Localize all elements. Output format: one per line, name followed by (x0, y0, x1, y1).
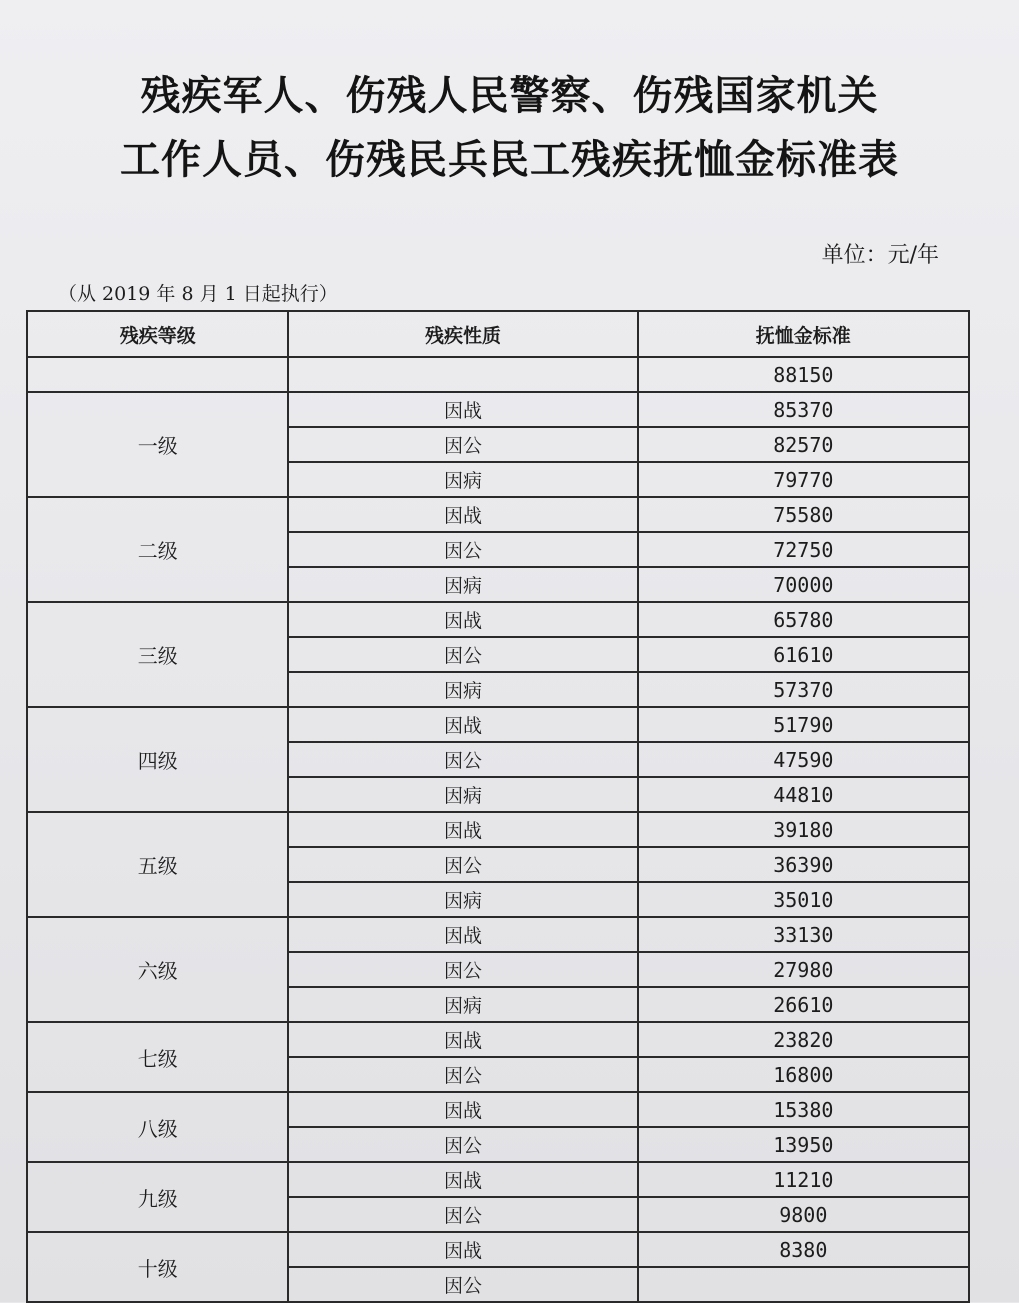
unit-note: 单位：元/年 (821, 243, 939, 268)
table-row (27, 392, 969, 427)
nature-cell: 因战 (288, 602, 637, 637)
grade-cell: 八级 (27, 1092, 288, 1162)
amount-cell: 88150 (638, 357, 969, 392)
amount-cell: 27980 (638, 952, 969, 987)
nature-cell: 因公 (288, 637, 637, 672)
document-title-line-2: 工作人员、伤残民兵民工残疾抚恤金标准表 (120, 137, 899, 183)
nature-cell: 因公 (288, 532, 637, 567)
compensation-standard-table (26, 310, 970, 1303)
grade-cell: 三级 (27, 602, 288, 707)
table-row (27, 707, 969, 742)
amount-cell: 23820 (638, 1022, 969, 1057)
amount-cell: 36390 (638, 847, 969, 882)
amount-cell: 79770 (638, 462, 969, 497)
table-row (27, 1092, 969, 1127)
amount-cell: 11210 (638, 1162, 969, 1197)
grade-cell: 四级 (27, 707, 288, 812)
nature-cell: 因病 (288, 462, 637, 497)
table-row (27, 1232, 969, 1267)
nature-cell: 因病 (288, 987, 637, 1022)
nature-cell: 因病 (288, 567, 637, 602)
amount-cell: 13950 (638, 1127, 969, 1162)
nature-cell: 因公 (288, 1197, 637, 1232)
nature-cell: 因病 (288, 672, 637, 707)
nature-cell (288, 357, 637, 392)
table-row (27, 497, 969, 532)
amount-cell: 44810 (638, 777, 969, 812)
amount-cell: 15380 (638, 1092, 969, 1127)
amount-cell: 8380 (638, 1232, 969, 1267)
amount-cell: 82570 (638, 427, 969, 462)
nature-cell: 因战 (288, 1232, 637, 1267)
amount-cell: 57370 (638, 672, 969, 707)
amount-cell: 33130 (638, 917, 969, 952)
nature-cell: 因公 (288, 952, 637, 987)
amount-cell: 51790 (638, 707, 969, 742)
nature-cell: 因公 (288, 427, 637, 462)
nature-cell: 因公 (288, 742, 637, 777)
grade-cell: 九级 (27, 1162, 288, 1232)
table-row (27, 812, 969, 847)
header-compensation-standard: 抚恤金标准 (638, 311, 969, 357)
amount-cell: 26610 (638, 987, 969, 1022)
nature-cell: 因公 (288, 1127, 637, 1162)
header-disability-nature: 残疾性质 (288, 311, 637, 357)
amount-cell: 75580 (638, 497, 969, 532)
nature-cell: 因战 (288, 1162, 637, 1197)
amount-cell: 35010 (638, 882, 969, 917)
grade-cell: 十级 (27, 1232, 288, 1302)
nature-cell: 因战 (288, 812, 637, 847)
amount-cell: 39180 (638, 812, 969, 847)
grade-cell (27, 357, 288, 392)
table-row (27, 1022, 969, 1057)
grade-cell: 六级 (27, 917, 288, 1022)
nature-cell: 因战 (288, 392, 637, 427)
amount-cell: 47590 (638, 742, 969, 777)
effective-date-note: （从 2019 年 8 月 1 日起执行） (58, 283, 338, 305)
nature-cell: 因病 (288, 882, 637, 917)
table-body (27, 357, 969, 1302)
nature-cell: 因战 (288, 497, 637, 532)
header-disability-grade: 残疾等级 (27, 311, 288, 357)
nature-cell: 因战 (288, 1092, 637, 1127)
table-row (27, 602, 969, 637)
document-title-line-1: 残疾军人、伤残人民警察、伤残国家机关 (140, 73, 879, 119)
amount-cell: 16800 (638, 1057, 969, 1092)
amount-cell: 61610 (638, 637, 969, 672)
table-header-row (27, 311, 969, 357)
amount-cell (638, 1267, 969, 1302)
nature-cell: 因公 (288, 847, 637, 882)
amount-cell: 65780 (638, 602, 969, 637)
table-row (27, 917, 969, 952)
nature-cell: 因公 (288, 1267, 637, 1302)
table-row (27, 357, 969, 392)
amount-cell: 70000 (638, 567, 969, 602)
amount-cell: 85370 (638, 392, 969, 427)
grade-cell: 二级 (27, 497, 288, 602)
grade-cell: 七级 (27, 1022, 288, 1092)
nature-cell: 因病 (288, 777, 637, 812)
nature-cell: 因战 (288, 707, 637, 742)
amount-cell: 9800 (638, 1197, 969, 1232)
amount-cell: 72750 (638, 532, 969, 567)
nature-cell: 因战 (288, 1022, 637, 1057)
nature-cell: 因战 (288, 917, 637, 952)
nature-cell: 因公 (288, 1057, 637, 1092)
grade-cell: 五级 (27, 812, 288, 917)
grade-cell: 一级 (27, 392, 288, 497)
table-row (27, 1162, 969, 1197)
